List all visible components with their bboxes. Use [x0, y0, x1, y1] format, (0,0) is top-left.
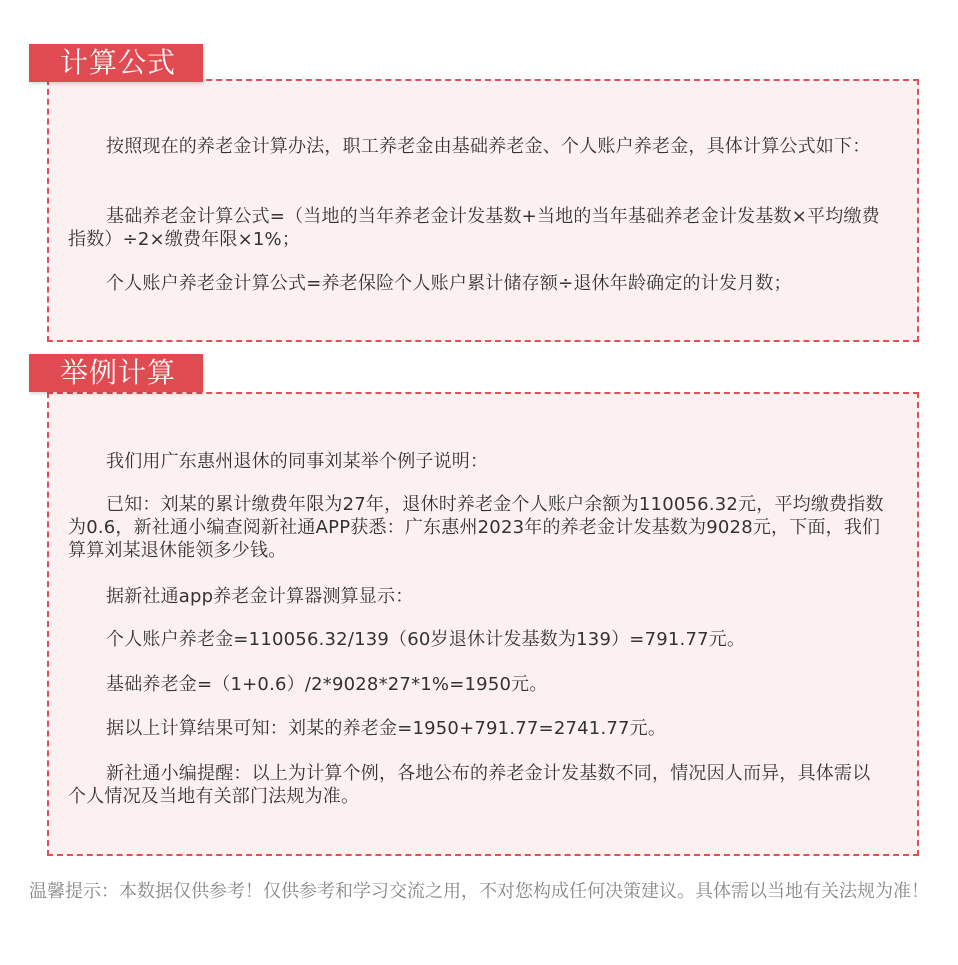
calculator-result-paragraph: 据新社通app养老金计算器测算显示：	[106, 586, 414, 607]
disclaimer-footer: 温馨提示：本数据仅供参考！仅供参考和学习交流之用，不对您构成任何决策建议。具体需以当地有关法规为准！	[29, 881, 929, 902]
basic-pension-calc-paragraph: 基础养老金=（1+0.6）/2*9028*27*1%=1950元。	[106, 674, 548, 695]
personal-account-calc-paragraph: 个人账户养老金=110056.32/139（60岁退休计发基数为139）=791.77元。	[106, 629, 746, 650]
formula-section-title: 计算公式	[29, 44, 203, 82]
example-section-title: 举例计算	[29, 354, 203, 392]
example-intro-paragraph: 我们用广东惠州退休的同事刘某举个例子说明：	[106, 451, 489, 472]
editor-reminder-paragraph: 新社通小编提醒：以上为计算个例，各地公布的养老金计发基数不同，情况因人而异，具体需以个人情况及当地有关部门法规为准。	[68, 763, 871, 807]
formula-intro-paragraph: 按照现在的养老金计算办法，职工养老金由基础养老金、个人账户养老金，具体计算公式如下：	[106, 136, 871, 157]
total-pension-paragraph: 据以上计算结果可知：刘某的养老金=1950+791.77=2741.77元。	[106, 718, 667, 739]
personal-account-formula-paragraph: 个人账户养老金计算公式=养老保险个人账户累计储存额÷退休年龄确定的计发月数；	[106, 273, 792, 294]
example-known-facts-paragraph: 已知：刘某的累计缴费年限为27年，退休时养老金个人账户余额为110056.32元，平均缴费指数为0.6，新社通小编查阅新社通APP获悉：广东惠州2023年的养老金计发基数为9028元，下面，我们算算刘某退休能领多少钱。	[68, 494, 884, 561]
basic-pension-formula-paragraph: 基础养老金计算公式=（当地的当年养老金计发基数+当地的当年基础养老金计发基数×平均缴费指数）÷2×缴费年限×1%；	[68, 206, 880, 250]
